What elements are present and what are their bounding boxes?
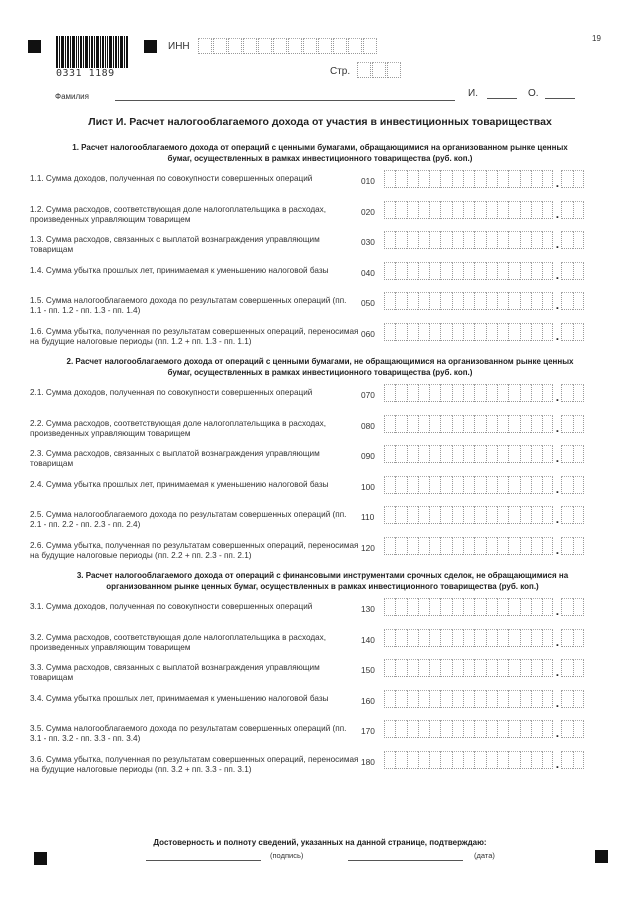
- row-label: 2.2. Сумма расходов, соответствующая доле налогоплательщика в расходах, произведенных управляющим товарищем: [30, 418, 327, 438]
- kopecks-field[interactable]: [561, 292, 584, 310]
- decimal-point: .: [555, 665, 560, 679]
- decimal-point: .: [555, 726, 560, 740]
- row-label: 3.2. Сумма расходов, соответствующая доле налогоплательщика в расходах, произведенных управляющим товарищем: [30, 632, 327, 652]
- row-label: 3.5. Сумма налогооблагаемого дохода по результатам совершенных операций (пп. 3.1 - пп. 3.2 - пп. 3.3 - пп. 3.4): [30, 724, 347, 743]
- decimal-point: .: [555, 298, 560, 312]
- line-code: 070: [361, 390, 375, 400]
- amount-field[interactable]: [384, 476, 584, 494]
- line-code: 160: [361, 695, 375, 706]
- line-code: 030: [361, 237, 375, 247]
- line-code: 040: [361, 267, 375, 278]
- decimal-point: .: [555, 390, 560, 404]
- amount-field[interactable]: [384, 292, 584, 310]
- kopecks-field[interactable]: [561, 690, 584, 708]
- decimal-point: .: [555, 604, 560, 618]
- decimal-point: .: [555, 542, 560, 557]
- kopecks-field[interactable]: [561, 720, 584, 738]
- row-label: 3.3. Сумма расходов, связанных с выплатой вознаграждения управляющим товарищам: [30, 663, 320, 682]
- line-code: 020: [361, 206, 375, 217]
- amount-field[interactable]: [384, 415, 584, 433]
- line-code: 130: [361, 604, 375, 614]
- row-label: 3.1. Сумма доходов, полученная по совокупности совершенных операций: [30, 602, 313, 611]
- amount-field[interactable]: [384, 445, 584, 463]
- initial-o-label: О.: [528, 88, 539, 99]
- kopecks-field[interactable]: [561, 537, 584, 555]
- registration-marker-top-left: [28, 40, 41, 53]
- row-label: 2.5. Сумма налогооблагаемого дохода по результатам совершенных операций (пп. 2.1 - пп. 2.2 - пп. 2.3 - пп. 2.4): [30, 510, 347, 529]
- amount-field[interactable]: [384, 629, 584, 647]
- page-number: 19: [592, 34, 601, 43]
- kopecks-field[interactable]: [561, 415, 584, 433]
- row-label: 3.4. Сумма убытка прошлых лет, принимаемая к уменьшению налоговой базы: [30, 693, 329, 703]
- initial-o-field[interactable]: [545, 98, 575, 99]
- surname-label: Фамилия: [55, 92, 89, 101]
- section-heading: 1. Расчет налогооблагаемого дохода от операций с ценными бумагами, обращающимися на организованном рынке ценных бумаг, осуществленных в рамках инвестиционного товарищества (руб. коп.): [72, 143, 568, 163]
- amount-field[interactable]: [384, 751, 584, 769]
- section-heading: 2. Расчет налогооблагаемого дохода от операций с ценными бумагами, не обращающимися на организованном рынке ценных бумаг, осуществленных в рамках инвестиционного товарищества (руб. коп.): [66, 357, 574, 377]
- decimal-point: .: [555, 328, 560, 343]
- line-code: 050: [361, 298, 375, 308]
- decimal-point: .: [555, 176, 560, 190]
- decimal-point: .: [555, 756, 560, 771]
- row-label: 1.6. Сумма убытка, полученная по результатам совершенных операций, переносимая на будущие налоговые периоды (пп. 1.2 + пп. 1.3 - пп. 1.1): [30, 326, 359, 346]
- initial-i-label: И.: [468, 88, 478, 99]
- amount-field[interactable]: [384, 231, 584, 249]
- surname-field[interactable]: [115, 100, 455, 101]
- barcode-icon: [56, 36, 128, 68]
- row-label: 1.1. Сумма доходов, полученная по совокупности совершенных операций: [30, 174, 313, 183]
- initial-i-field[interactable]: [487, 98, 517, 99]
- line-code: 110: [361, 512, 375, 522]
- signature-field[interactable]: [146, 860, 261, 861]
- amount-field[interactable]: [384, 384, 584, 402]
- decimal-point: .: [555, 634, 560, 649]
- page-field[interactable]: [357, 62, 402, 78]
- inn-field[interactable]: [198, 38, 378, 54]
- section-heading: 3. Расчет налогооблагаемого дохода от операций с финансовыми инструментами срочных сделок, не обращающимися на организованном рынке ценных бумаг, осуществленных в рамках инвестиционного товарищества (руб. коп.): [76, 571, 569, 591]
- kopecks-field[interactable]: [561, 262, 584, 280]
- line-code: 060: [361, 328, 375, 339]
- line-code: 120: [361, 542, 375, 553]
- registration-marker-bottom-left: [34, 852, 47, 865]
- amount-field[interactable]: [384, 598, 584, 616]
- line-code: 150: [361, 665, 375, 675]
- row-label: 2.3. Сумма расходов, связанных с выплатой вознаграждения управляющим товарищам: [30, 449, 320, 468]
- kopecks-field[interactable]: [561, 231, 584, 249]
- kopecks-field[interactable]: [561, 598, 584, 616]
- line-code: 090: [361, 451, 375, 461]
- registration-marker-top-center: [144, 40, 157, 53]
- date-field[interactable]: [348, 860, 463, 861]
- line-code: 170: [361, 726, 375, 736]
- row-label: 2.1. Сумма доходов, полученная по совокупности совершенных операций: [30, 388, 313, 397]
- kopecks-field[interactable]: [561, 201, 584, 219]
- amount-field[interactable]: [384, 506, 584, 524]
- kopecks-field[interactable]: [561, 170, 584, 188]
- kopecks-field[interactable]: [561, 476, 584, 494]
- amount-field[interactable]: [384, 170, 584, 188]
- amount-field[interactable]: [384, 201, 584, 219]
- barcode-number: 0331 1189: [56, 68, 115, 79]
- line-code: 080: [361, 420, 375, 431]
- kopecks-field[interactable]: [561, 506, 584, 524]
- decimal-point: .: [555, 237, 560, 251]
- date-label: (дата): [474, 851, 495, 860]
- kopecks-field[interactable]: [561, 629, 584, 647]
- inn-label: ИНН: [168, 41, 190, 52]
- row-label: 3.6. Сумма убытка, полученная по результатам совершенных операций, переносимая на будущие налоговые периоды (пп. 3.2 + пп. 3.3 - пп. 3.1): [30, 754, 359, 774]
- line-code: 180: [361, 756, 375, 767]
- decimal-point: .: [555, 481, 560, 496]
- row-label: 2.6. Сумма убытка, полученная по результатам совершенных операций, переносимая на будущие налоговые периоды (пп. 2.2 + пп. 2.3 - пп. 2.1): [30, 540, 359, 560]
- amount-field[interactable]: [384, 323, 584, 341]
- decimal-point: .: [555, 512, 560, 526]
- amount-field[interactable]: [384, 720, 584, 738]
- signature-label: (подпись): [270, 851, 304, 860]
- registration-marker-bottom-right: [595, 850, 608, 863]
- decimal-point: .: [555, 420, 560, 435]
- amount-field[interactable]: [384, 659, 584, 677]
- kopecks-field[interactable]: [561, 323, 584, 341]
- kopecks-field[interactable]: [561, 751, 584, 769]
- kopecks-field[interactable]: [561, 384, 584, 402]
- amount-field[interactable]: [384, 690, 584, 708]
- row-label: 2.4. Сумма убытка прошлых лет, принимаемая к уменьшению налоговой базы: [30, 479, 329, 489]
- certification-text: Достоверность и полноту сведений, указанных на данной странице, подтверждаю:: [153, 838, 487, 847]
- page-title: Лист И. Расчет налогооблагаемого дохода от участия в инвестиционных товариществах: [88, 116, 552, 128]
- amount-field[interactable]: [384, 262, 584, 280]
- kopecks-field[interactable]: [561, 445, 584, 463]
- decimal-point: .: [555, 267, 560, 282]
- page-label: Стр.: [330, 66, 351, 77]
- row-label: 1.4. Сумма убытка прошлых лет, принимаемая к уменьшению налоговой базы: [30, 265, 329, 275]
- decimal-point: .: [555, 206, 560, 221]
- decimal-point: .: [555, 451, 560, 465]
- row-label: 1.2. Сумма расходов, соответствующая доле налогоплательщика в расходах, произведенных управляющим товарищем: [30, 204, 327, 224]
- row-label: 1.5. Сумма налогооблагаемого дохода по результатам совершенных операций (пп. 1.1 - пп. 1.2 - пп. 1.3 - пп. 1.4): [30, 296, 347, 315]
- line-code: 010: [361, 176, 375, 186]
- line-code: 140: [361, 634, 375, 645]
- line-code: 100: [361, 481, 375, 492]
- decimal-point: .: [555, 695, 560, 710]
- row-label: 1.3. Сумма расходов, связанных с выплатой вознаграждения управляющим товарищам: [30, 235, 320, 254]
- kopecks-field[interactable]: [561, 659, 584, 677]
- amount-field[interactable]: [384, 537, 584, 555]
